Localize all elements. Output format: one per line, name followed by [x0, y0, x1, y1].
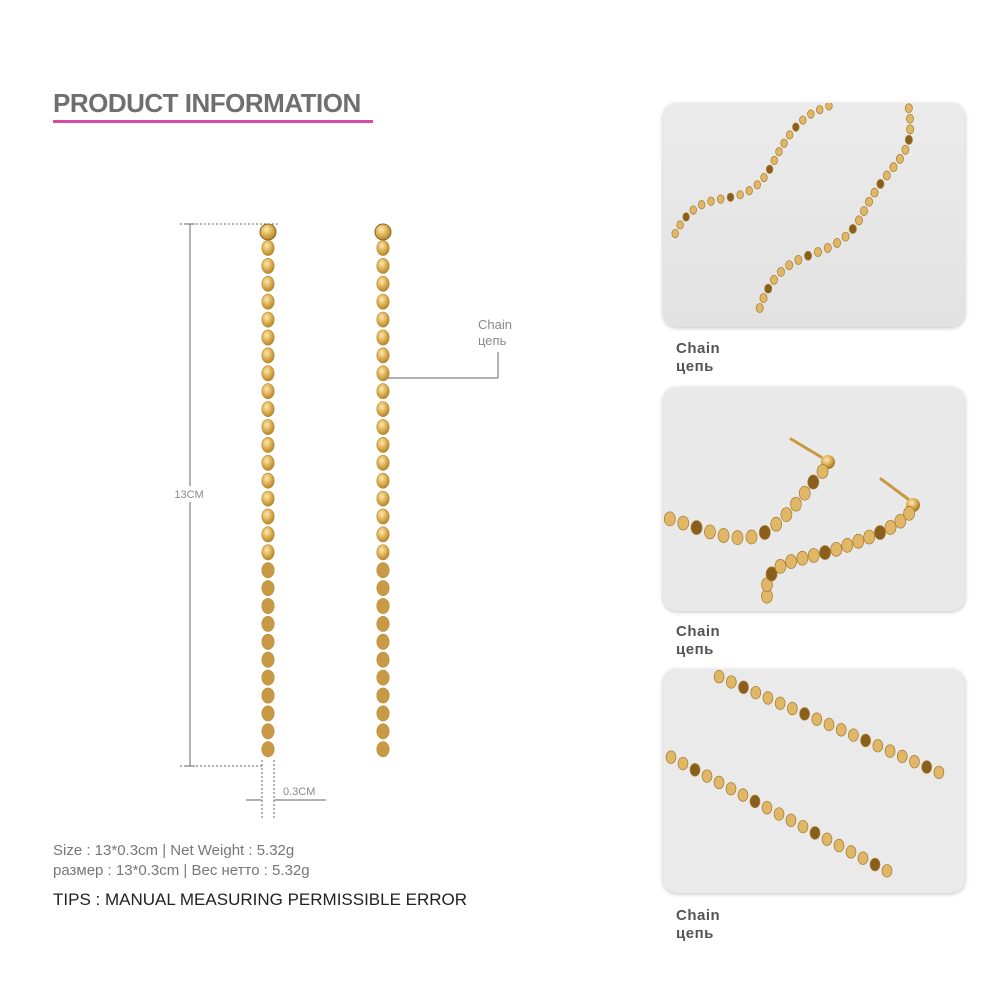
caption-1-en: Chain	[676, 340, 721, 357]
chain-link	[377, 509, 389, 524]
photo-chain-link	[905, 135, 912, 144]
caption-2-en: Chain	[676, 623, 721, 640]
photo-chain-link	[822, 833, 832, 846]
photo-chain-link	[677, 221, 684, 229]
photo-chain-link	[848, 729, 858, 742]
photo-chain-link	[875, 526, 886, 540]
photo-chain-link	[765, 284, 772, 293]
photo-chain-link	[754, 181, 761, 189]
photo-chain-link	[853, 534, 864, 548]
photo-chain-link	[786, 131, 793, 139]
photo-chain-link	[691, 521, 702, 535]
photo-chain-link	[877, 179, 884, 188]
chain-link	[377, 473, 389, 488]
photo-chain-link	[726, 676, 736, 689]
photo-chain-link	[793, 123, 800, 131]
photo-chain-link	[763, 692, 773, 705]
photo-chain-link	[816, 105, 823, 113]
photo-chain-link	[776, 148, 783, 156]
photo-chain-link	[810, 827, 820, 840]
caption-3-en: Chain	[676, 907, 721, 924]
chain-link	[377, 348, 389, 363]
chain-link	[377, 563, 389, 578]
chain-link	[377, 419, 389, 434]
photo-chain-link	[817, 464, 828, 478]
photo-chain-link	[714, 776, 724, 789]
chain-link	[262, 312, 274, 327]
photo-chain-link	[826, 103, 833, 110]
chain-link	[262, 330, 274, 345]
photo-chain-link	[890, 163, 897, 172]
photo-caption-1	[676, 340, 720, 376]
caption-1-ru: цепь	[676, 358, 714, 375]
photo-chain-link	[831, 542, 842, 556]
photo-chain-link	[766, 165, 773, 173]
chain-link	[377, 455, 389, 470]
photo-chain-link	[746, 187, 753, 195]
photo-chain-link	[902, 145, 909, 154]
photo-chain-link	[800, 708, 810, 721]
caption-3-ru: цепь	[676, 925, 714, 942]
photo-chain-link	[751, 686, 761, 699]
photo-panel-3	[663, 669, 965, 893]
chain-link	[262, 670, 274, 685]
chain-link	[377, 276, 389, 291]
photo-chain-link	[672, 229, 679, 237]
chain-link	[262, 527, 274, 542]
chain-link	[262, 419, 274, 434]
photo-chain-link	[786, 261, 793, 270]
photo-chain-link	[787, 702, 797, 715]
chain-link	[377, 724, 389, 739]
callout-label-ru: цепь	[478, 333, 507, 348]
photo-chain-link	[774, 808, 784, 821]
chain-link	[262, 491, 274, 506]
chain-link	[262, 545, 274, 560]
photo-chain-link	[910, 755, 920, 768]
photo-chain-link	[760, 294, 767, 303]
chain-link	[262, 616, 274, 631]
photo-chain-link	[761, 173, 768, 181]
photo-chain-link	[797, 551, 808, 565]
chain-link	[377, 491, 389, 506]
photo-chain-link	[732, 531, 743, 545]
page-title: PRODUCT INFORMATION	[53, 88, 361, 118]
photo-chain-link	[781, 508, 792, 522]
tips-text: TIPS : MANUAL MEASURING PERMISSIBLE ERROR	[53, 890, 468, 909]
chain-link	[262, 366, 274, 381]
photo-chain-link	[762, 801, 772, 814]
photo-chain-link	[775, 697, 785, 710]
caption-2-ru: цепь	[676, 641, 714, 658]
chain-link	[377, 294, 389, 309]
photo-chain-link	[737, 191, 744, 199]
chain-link	[377, 670, 389, 685]
photo-chain-link	[906, 114, 913, 123]
photo-chain-link	[842, 232, 849, 241]
photo-chain-link	[934, 766, 944, 779]
height-label: 13CM	[174, 489, 204, 501]
earring-stud	[375, 224, 391, 240]
chain-link	[377, 330, 389, 345]
photo-chain-link	[870, 858, 880, 871]
chain-callout	[478, 317, 512, 349]
chain-link	[262, 455, 274, 470]
photo-chain-link	[771, 156, 778, 164]
photo-chain-link	[777, 267, 784, 276]
photo-chain-link	[896, 154, 903, 163]
chain-link	[377, 616, 389, 631]
photo-chain-link	[690, 763, 700, 776]
photo-chain-link	[798, 820, 808, 833]
photo-chain-link	[738, 789, 748, 802]
earring-left	[260, 224, 276, 757]
photo-chain-link	[795, 255, 802, 264]
photo-chain-link	[664, 512, 675, 526]
chain-link	[377, 384, 389, 399]
photo-chain-link	[808, 475, 819, 489]
photo-chain-link	[771, 517, 782, 531]
spec-line-ru: размер : 13*0.3cm | Вес нетто : 5.32g	[53, 862, 310, 879]
photo-chain-link	[717, 195, 724, 203]
chain-link	[377, 402, 389, 417]
photo-chain-link	[786, 814, 796, 827]
chain-link	[377, 312, 389, 327]
photo-chain-link	[756, 303, 763, 312]
chain-link	[377, 706, 389, 721]
photo-chain-link	[922, 761, 932, 774]
width-label: 0.3CM	[283, 786, 316, 798]
photo-chain-link	[666, 751, 676, 764]
chain-link	[262, 634, 274, 649]
photo-chain-link	[865, 197, 872, 206]
photo-chain-link	[860, 206, 867, 215]
photo-chain-link	[885, 520, 896, 534]
chain-link	[262, 742, 274, 757]
photo-chain-link	[708, 197, 715, 205]
photo-chain-link	[907, 125, 914, 134]
photo-chain-link	[704, 525, 715, 539]
photo-chain-link	[864, 530, 875, 544]
chain-link	[262, 598, 274, 613]
photo-chain-link	[904, 506, 915, 520]
chain-link	[377, 527, 389, 542]
chain-link	[262, 437, 274, 452]
photo-chain-link	[861, 734, 871, 747]
photo-chain-link	[683, 213, 690, 221]
chain-link	[262, 276, 274, 291]
chain-link	[262, 509, 274, 524]
photo-chain-link	[855, 216, 862, 225]
photo-chain-link	[814, 247, 821, 256]
photo-chain-link	[882, 865, 892, 878]
callout-label-en: Chain	[478, 317, 512, 332]
earring-right	[375, 224, 391, 757]
photo-chain-link	[750, 795, 760, 808]
photo-chain-link	[824, 243, 831, 252]
photo-chain-link	[781, 139, 788, 147]
chain-link	[377, 581, 389, 596]
photo-chain-link	[790, 497, 801, 511]
chain-link	[377, 366, 389, 381]
spec-line-en: Size : 13*0.3cm | Net Weight : 5.32g	[53, 842, 295, 859]
chain-link	[377, 688, 389, 703]
photo-chain-link	[873, 739, 883, 752]
photo-chain-link	[812, 713, 822, 726]
chain-link	[377, 598, 389, 613]
photo-chain-link	[842, 538, 853, 552]
chain-link	[262, 706, 274, 721]
chain-link	[262, 240, 274, 255]
photo-chain-link	[746, 530, 757, 544]
earring-stud	[260, 224, 276, 240]
photo-chain-link	[846, 846, 856, 859]
photo-chain-link	[871, 188, 878, 197]
photo-caption-2	[676, 623, 720, 659]
photo-chain-link	[775, 559, 786, 573]
photo-chain-link	[759, 526, 770, 540]
photo-chain-link	[905, 104, 912, 113]
photo-chain-link	[702, 770, 712, 783]
photo-chain-link	[824, 718, 834, 731]
chain-link	[262, 473, 274, 488]
chain-link	[262, 581, 274, 596]
photo-caption-3	[676, 907, 720, 943]
chain-link	[262, 258, 274, 273]
photo-chain-link	[678, 757, 688, 770]
photo-chain-link	[739, 681, 749, 694]
chain-link	[377, 634, 389, 649]
chain-link	[377, 240, 389, 255]
photo-chain-link	[698, 201, 705, 209]
chain-link	[262, 688, 274, 703]
photo-chain-link	[836, 724, 846, 737]
chain-link	[377, 258, 389, 273]
chain-callout-line	[384, 352, 498, 378]
chain-link	[377, 742, 389, 757]
chain-link	[262, 294, 274, 309]
chain-link	[262, 724, 274, 739]
photo-chain-link	[849, 224, 856, 233]
photo-chain-link	[883, 171, 890, 180]
photo-chain-link	[808, 548, 819, 562]
photo-chain-link	[804, 251, 811, 260]
chain-link	[262, 563, 274, 578]
photo-chain-link	[727, 193, 734, 201]
photo-panel-2	[663, 387, 965, 611]
photo-chain-link	[800, 116, 807, 124]
photo-chain-link	[897, 750, 907, 763]
photo-chain-link	[678, 516, 689, 530]
photo-chain-link	[808, 110, 815, 118]
chain-link	[377, 437, 389, 452]
photo-chain-link	[858, 852, 868, 865]
photo-panel-1	[663, 103, 965, 327]
chain-link	[262, 402, 274, 417]
photo-chain-link	[726, 782, 736, 795]
chain-link	[262, 652, 274, 667]
photo-chain-link	[718, 529, 729, 543]
photo-chain-link	[820, 546, 831, 560]
chain-link	[377, 652, 389, 667]
photo-chain-link	[714, 670, 724, 683]
chain-link	[262, 384, 274, 399]
chain-link	[262, 348, 274, 363]
photo-chain-link	[770, 275, 777, 284]
photo-chain-link	[833, 238, 840, 247]
photo-chain-link	[690, 206, 697, 214]
photo-chain-link	[799, 486, 810, 500]
chain-link	[377, 545, 389, 560]
photo-chain-link	[885, 745, 895, 758]
photo-chain-link	[786, 555, 797, 569]
photo-chain-link	[834, 839, 844, 852]
